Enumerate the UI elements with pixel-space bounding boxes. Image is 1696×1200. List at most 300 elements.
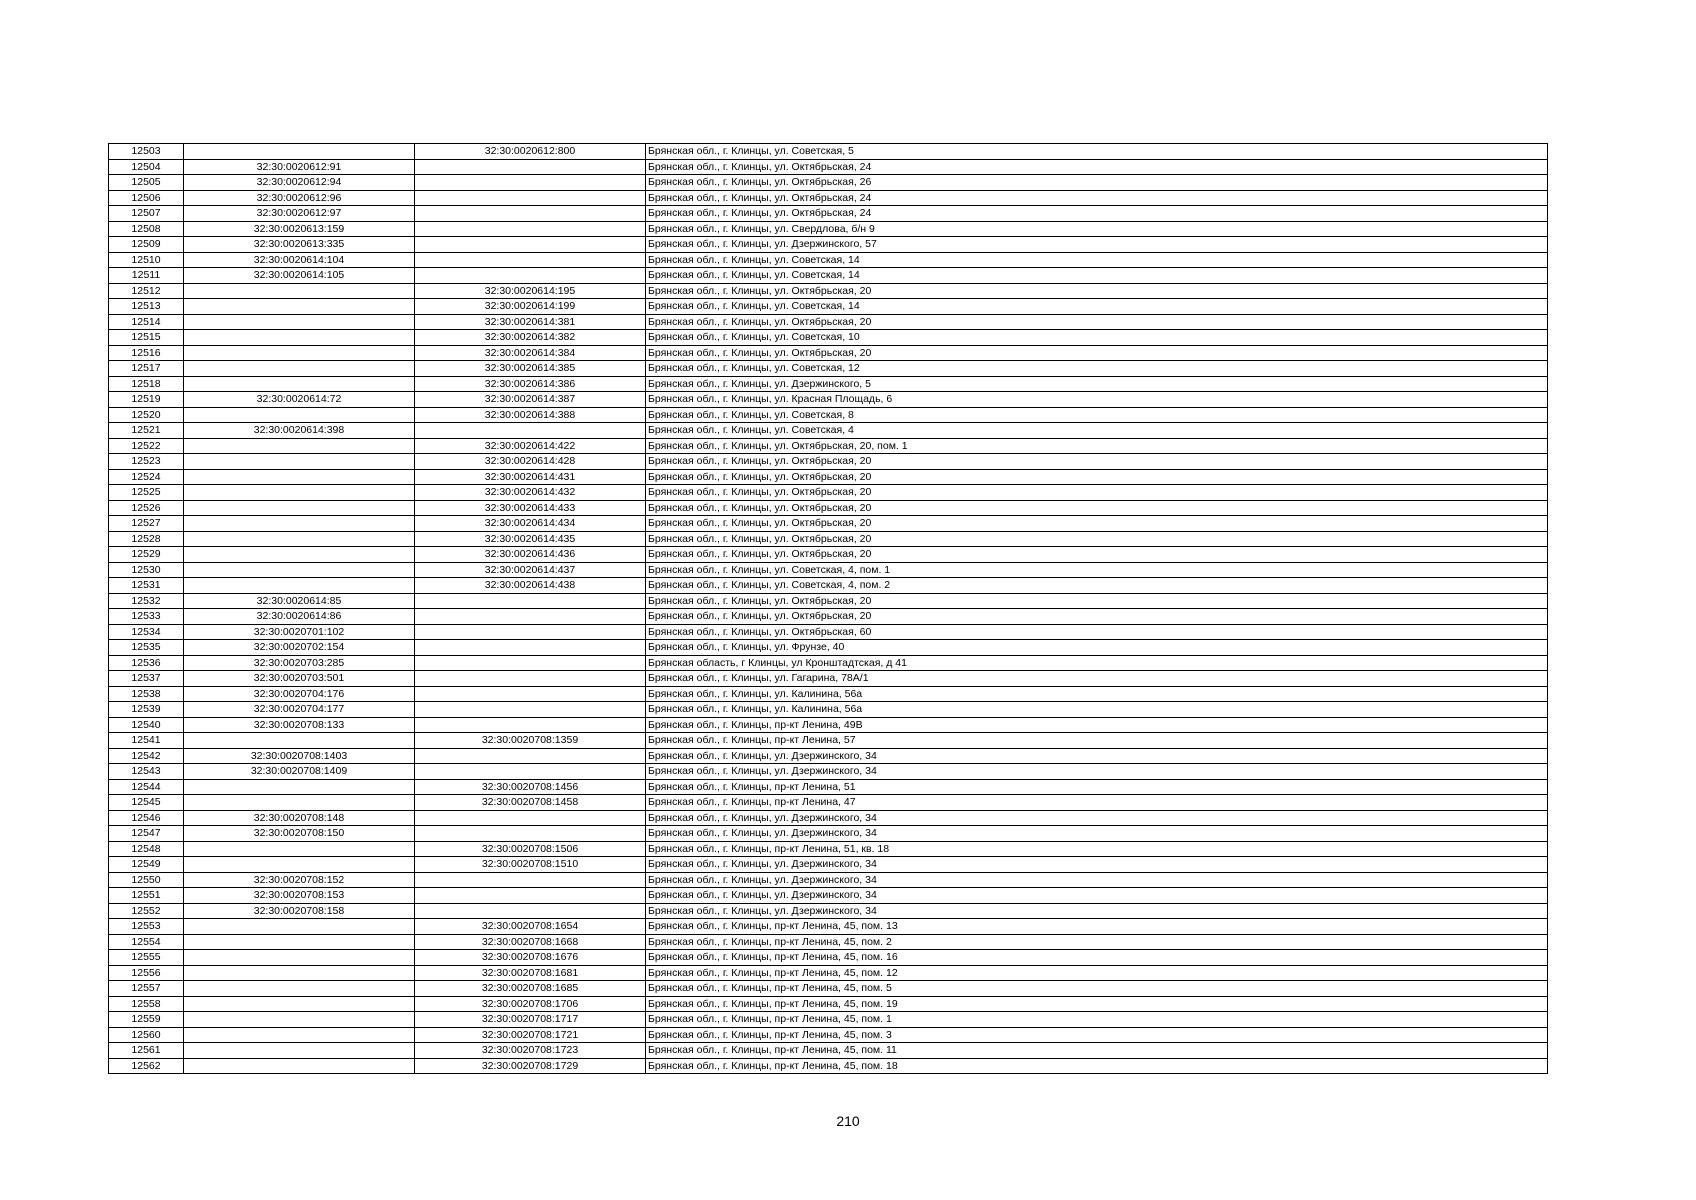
address-cell: Брянская обл., г. Клинцы, ул. Октябрьская, 20: [646, 516, 1548, 532]
table-row: [109, 376, 1548, 392]
table-row: [109, 562, 1548, 578]
table-row: [109, 717, 1548, 733]
address-cell: Брянская обл., г. Клинцы, ул. Калинина, 56а: [646, 686, 1548, 702]
row-number-cell: 12512: [109, 283, 184, 299]
cadastral-number-cell: 32:30:0020612:94: [184, 175, 415, 191]
cadastral-number-cell: [184, 1058, 415, 1074]
table-row: [109, 469, 1548, 485]
cadastral-number-cell: 32:30:0020614:72: [184, 392, 415, 408]
cadastral-table: [108, 143, 1548, 1074]
row-number-cell: 12519: [109, 392, 184, 408]
cadastral-number-alt-cell: [415, 423, 646, 439]
address-cell: Брянская обл., г. Клинцы, ул. Советская, 14: [646, 299, 1548, 315]
cadastral-number-alt-cell: 32:30:0020708:1706: [415, 996, 646, 1012]
address-cell: Брянская обл., г. Клинцы, ул. Октябрьская, 20: [646, 345, 1548, 361]
row-number-cell: 12503: [109, 144, 184, 160]
address-cell: Брянская обл., г. Клинцы, пр-кт Ленина, 45, пом. 19: [646, 996, 1548, 1012]
address-cell: Брянская обл., г. Клинцы, ул. Октябрьская, 20: [646, 283, 1548, 299]
table-row: [109, 485, 1548, 501]
address-cell: Брянская обл., г. Клинцы, ул. Октябрьская, 20: [646, 469, 1548, 485]
row-number-cell: 12541: [109, 733, 184, 749]
address-cell: Брянская обл., г. Клинцы, ул. Дзержинского, 34: [646, 764, 1548, 780]
row-number-cell: 12554: [109, 934, 184, 950]
table-row: [109, 299, 1548, 315]
cadastral-number-cell: [184, 841, 415, 857]
cadastral-number-alt-cell: [415, 221, 646, 237]
cadastral-number-alt-cell: 32:30:0020614:428: [415, 454, 646, 470]
table-row: [109, 624, 1548, 640]
address-cell: Брянская обл., г. Клинцы, ул. Советская, 10: [646, 330, 1548, 346]
cadastral-number-alt-cell: [415, 190, 646, 206]
table-row: [109, 547, 1548, 563]
table-row: [109, 640, 1548, 656]
cadastral-number-alt-cell: 32:30:0020614:386: [415, 376, 646, 392]
row-number-cell: 12514: [109, 314, 184, 330]
cadastral-number-alt-cell: 32:30:0020708:1506: [415, 841, 646, 857]
cadastral-number-alt-cell: [415, 624, 646, 640]
row-number-cell: 12510: [109, 252, 184, 268]
cadastral-number-alt-cell: [415, 640, 646, 656]
table-row: [109, 841, 1548, 857]
row-number-cell: 12532: [109, 593, 184, 609]
cadastral-number-cell: [184, 516, 415, 532]
row-number-cell: 12547: [109, 826, 184, 842]
address-cell: Брянская обл., г. Клинцы, ул. Советская, 5: [646, 144, 1548, 160]
row-number-cell: 12551: [109, 888, 184, 904]
row-number-cell: 12536: [109, 655, 184, 671]
table-row: [109, 237, 1548, 253]
cadastral-number-alt-cell: 32:30:0020614:434: [415, 516, 646, 532]
address-cell: Брянская обл., г. Клинцы, ул. Октябрьская, 20: [646, 593, 1548, 609]
table-row: [109, 872, 1548, 888]
address-cell: Брянская обл., г. Клинцы, ул. Дзержинского, 34: [646, 810, 1548, 826]
address-cell: Брянская обл., г. Клинцы, ул. Дзержинского, 5: [646, 376, 1548, 392]
cadastral-number-alt-cell: [415, 655, 646, 671]
row-number-cell: 12548: [109, 841, 184, 857]
table-row: [109, 764, 1548, 780]
address-cell: Брянская обл., г. Клинцы, ул. Октябрьская, 24: [646, 190, 1548, 206]
cadastral-number-alt-cell: 32:30:0020614:435: [415, 531, 646, 547]
cadastral-number-alt-cell: 32:30:0020614:199: [415, 299, 646, 315]
row-number-cell: 12522: [109, 438, 184, 454]
address-cell: Брянская обл., г. Клинцы, пр-кт Ленина, 57: [646, 733, 1548, 749]
cadastral-number-alt-cell: 32:30:0020614:432: [415, 485, 646, 501]
row-number-cell: 12539: [109, 702, 184, 718]
cadastral-number-cell: 32:30:0020614:105: [184, 268, 415, 284]
cadastral-number-cell: 32:30:0020708:158: [184, 903, 415, 919]
table-row: [109, 903, 1548, 919]
address-cell: Брянская область, г Клинцы, ул Кронштадтская, д 41: [646, 655, 1548, 671]
row-number-cell: 12513: [109, 299, 184, 315]
cadastral-number-cell: [184, 1027, 415, 1043]
table-row: [109, 454, 1548, 470]
row-number-cell: 12505: [109, 175, 184, 191]
row-number-cell: 12537: [109, 671, 184, 687]
row-number-cell: 12556: [109, 965, 184, 981]
table-row: [109, 392, 1548, 408]
table-row: [109, 671, 1548, 687]
cadastral-number-alt-cell: 32:30:0020708:1721: [415, 1027, 646, 1043]
row-number-cell: 12525: [109, 485, 184, 501]
address-cell: Брянская обл., г. Клинцы, ул. Советская, 4, пом. 2: [646, 578, 1548, 594]
cadastral-number-alt-cell: 32:30:0020708:1456: [415, 779, 646, 795]
row-number-cell: 12504: [109, 159, 184, 175]
cadastral-number-cell: [184, 857, 415, 873]
address-cell: Брянская обл., г. Клинцы, ул. Октябрьская, 24: [646, 206, 1548, 222]
address-cell: Брянская обл., г. Клинцы, ул. Советская, 8: [646, 407, 1548, 423]
row-number-cell: 12558: [109, 996, 184, 1012]
row-number-cell: 12546: [109, 810, 184, 826]
row-number-cell: 12544: [109, 779, 184, 795]
address-cell: Брянская обл., г. Клинцы, пр-кт Ленина, 51: [646, 779, 1548, 795]
cadastral-number-cell: [184, 485, 415, 501]
row-number-cell: 12515: [109, 330, 184, 346]
address-cell: Брянская обл., г. Клинцы, пр-кт Ленина, 45, пом. 5: [646, 981, 1548, 997]
cadastral-number-cell: [184, 469, 415, 485]
cadastral-number-alt-cell: 32:30:0020614:384: [415, 345, 646, 361]
address-cell: Брянская обл., г. Клинцы, ул. Советская, 14: [646, 268, 1548, 284]
address-cell: Брянская обл., г. Клинцы, пр-кт Ленина, 49В: [646, 717, 1548, 733]
row-number-cell: 12526: [109, 500, 184, 516]
row-number-cell: 12521: [109, 423, 184, 439]
row-number-cell: 12517: [109, 361, 184, 377]
row-number-cell: 12527: [109, 516, 184, 532]
address-cell: Брянская обл., г. Клинцы, ул. Дзержинского, 34: [646, 748, 1548, 764]
row-number-cell: 12545: [109, 795, 184, 811]
address-cell: Брянская обл., г. Клинцы, ул. Дзержинского, 57: [646, 237, 1548, 253]
row-number-cell: 12560: [109, 1027, 184, 1043]
cadastral-number-cell: 32:30:0020708:153: [184, 888, 415, 904]
address-cell: Брянская обл., г. Клинцы, пр-кт Ленина, 45, пом. 16: [646, 950, 1548, 966]
cadastral-number-alt-cell: [415, 872, 646, 888]
cadastral-number-cell: [184, 438, 415, 454]
cadastral-number-cell: [184, 779, 415, 795]
cadastral-number-cell: [184, 345, 415, 361]
row-number-cell: 12552: [109, 903, 184, 919]
cadastral-number-alt-cell: [415, 159, 646, 175]
page-number: 210: [836, 1113, 860, 1129]
table-row: [109, 314, 1548, 330]
cadastral-number-alt-cell: [415, 593, 646, 609]
cadastral-number-alt-cell: [415, 268, 646, 284]
cadastral-number-alt-cell: 32:30:0020614:436: [415, 547, 646, 563]
row-number-cell: 12528: [109, 531, 184, 547]
cadastral-number-cell: 32:30:0020702:154: [184, 640, 415, 656]
row-number-cell: 12557: [109, 981, 184, 997]
cadastral-number-cell: 32:30:0020614:86: [184, 609, 415, 625]
table-body: [109, 144, 1548, 1074]
cadastral-number-cell: 32:30:0020614:398: [184, 423, 415, 439]
cadastral-number-cell: [184, 500, 415, 516]
cadastral-number-alt-cell: 32:30:0020614:385: [415, 361, 646, 377]
cadastral-number-cell: [184, 1043, 415, 1059]
table-row: [109, 857, 1548, 873]
cadastral-number-alt-cell: [415, 826, 646, 842]
cadastral-number-alt-cell: 32:30:0020708:1654: [415, 919, 646, 935]
cadastral-number-alt-cell: 32:30:0020708:1717: [415, 1012, 646, 1028]
cadastral-number-alt-cell: 32:30:0020614:422: [415, 438, 646, 454]
row-number-cell: 12506: [109, 190, 184, 206]
address-cell: Брянская обл., г. Клинцы, пр-кт Ленина, 45, пом. 11: [646, 1043, 1548, 1059]
table-row: [109, 934, 1548, 950]
row-number-cell: 12507: [109, 206, 184, 222]
cadastral-number-cell: 32:30:0020701:102: [184, 624, 415, 640]
cadastral-number-alt-cell: [415, 206, 646, 222]
table-row: [109, 1043, 1548, 1059]
table-row: [109, 1058, 1548, 1074]
cadastral-number-alt-cell: [415, 252, 646, 268]
cadastral-number-cell: [184, 578, 415, 594]
table-row: [109, 407, 1548, 423]
row-number-cell: 12540: [109, 717, 184, 733]
row-number-cell: 12549: [109, 857, 184, 873]
table-row: [109, 702, 1548, 718]
table-row: [109, 748, 1548, 764]
row-number-cell: 12509: [109, 237, 184, 253]
address-cell: Брянская обл., г. Клинцы, пр-кт Ленина, 47: [646, 795, 1548, 811]
cadastral-number-alt-cell: [415, 717, 646, 733]
cadastral-number-cell: [184, 454, 415, 470]
row-number-cell: 12555: [109, 950, 184, 966]
address-cell: Брянская обл., г. Клинцы, пр-кт Ленина, 45, пом. 3: [646, 1027, 1548, 1043]
table-row: [109, 159, 1548, 175]
cadastral-number-cell: [184, 361, 415, 377]
address-cell: Брянская обл., г. Клинцы, ул. Октябрьская, 60: [646, 624, 1548, 640]
row-number-cell: 12561: [109, 1043, 184, 1059]
cadastral-number-cell: 32:30:0020708:1403: [184, 748, 415, 764]
cadastral-number-alt-cell: 32:30:0020614:195: [415, 283, 646, 299]
table-row: [109, 283, 1548, 299]
address-cell: Брянская обл., г. Клинцы, ул. Советская, 12: [646, 361, 1548, 377]
cadastral-number-alt-cell: [415, 810, 646, 826]
cadastral-number-cell: [184, 299, 415, 315]
cadastral-number-cell: [184, 996, 415, 1012]
table-row: [109, 950, 1548, 966]
row-number-cell: 12542: [109, 748, 184, 764]
row-number-cell: 12530: [109, 562, 184, 578]
address-cell: Брянская обл., г. Клинцы, пр-кт Ленина, 51, кв. 18: [646, 841, 1548, 857]
cadastral-number-alt-cell: [415, 903, 646, 919]
address-cell: Брянская обл., г. Клинцы, ул. Октябрьская, 20: [646, 314, 1548, 330]
cadastral-number-cell: [184, 965, 415, 981]
cadastral-number-cell: [184, 314, 415, 330]
cadastral-number-cell: 32:30:0020708:133: [184, 717, 415, 733]
cadastral-number-alt-cell: 32:30:0020614:438: [415, 578, 646, 594]
table-row: [109, 144, 1548, 160]
table-row: [109, 423, 1548, 439]
row-number-cell: 12534: [109, 624, 184, 640]
table-row: [109, 795, 1548, 811]
address-cell: Брянская обл., г. Клинцы, ул. Советская, 4: [646, 423, 1548, 439]
table-row: [109, 361, 1548, 377]
table-row: [109, 175, 1548, 191]
cadastral-number-alt-cell: 32:30:0020614:431: [415, 469, 646, 485]
cadastral-number-alt-cell: [415, 764, 646, 780]
row-number-cell: 12518: [109, 376, 184, 392]
cadastral-number-cell: [184, 376, 415, 392]
address-cell: Брянская обл., г. Клинцы, ул. Советская, 4, пом. 1: [646, 562, 1548, 578]
address-cell: Брянская обл., г. Клинцы, ул. Октябрьская, 20: [646, 485, 1548, 501]
address-cell: Брянская обл., г. Клинцы, ул. Калинина, 56а: [646, 702, 1548, 718]
row-number-cell: 12529: [109, 547, 184, 563]
table-row: [109, 190, 1548, 206]
cadastral-number-cell: 32:30:0020613:335: [184, 237, 415, 253]
table-row: [109, 996, 1548, 1012]
cadastral-number-cell: 32:30:0020614:85: [184, 593, 415, 609]
address-cell: Брянская обл., г. Клинцы, ул. Октябрьская, 20: [646, 454, 1548, 470]
table-row: [109, 826, 1548, 842]
table-row: [109, 733, 1548, 749]
table-row: [109, 888, 1548, 904]
table-row: [109, 345, 1548, 361]
address-cell: Брянская обл., г. Клинцы, пр-кт Ленина, 45, пом. 1: [646, 1012, 1548, 1028]
address-cell: Брянская обл., г. Клинцы, пр-кт Ленина, 45, пом. 18: [646, 1058, 1548, 1074]
table-row: [109, 516, 1548, 532]
address-cell: Брянская обл., г. Клинцы, ул. Советская, 14: [646, 252, 1548, 268]
cadastral-number-cell: 32:30:0020708:152: [184, 872, 415, 888]
cadastral-number-cell: 32:30:0020703:285: [184, 655, 415, 671]
table-row: [109, 686, 1548, 702]
table-row: [109, 810, 1548, 826]
table-row: [109, 268, 1548, 284]
cadastral-number-alt-cell: 32:30:0020708:1685: [415, 981, 646, 997]
address-cell: Брянская обл., г. Клинцы, пр-кт Ленина, 45, пом. 2: [646, 934, 1548, 950]
cadastral-number-cell: [184, 733, 415, 749]
cadastral-number-alt-cell: [415, 686, 646, 702]
cadastral-number-alt-cell: 32:30:0020708:1729: [415, 1058, 646, 1074]
address-cell: Брянская обл., г. Клинцы, ул. Красная Площадь, 6: [646, 392, 1548, 408]
table-row: [109, 531, 1548, 547]
table-row: [109, 438, 1548, 454]
row-number-cell: 12550: [109, 872, 184, 888]
table-row: [109, 593, 1548, 609]
table-row: [109, 252, 1548, 268]
cadastral-number-cell: [184, 919, 415, 935]
address-cell: Брянская обл., г. Клинцы, ул. Гагарина, 78А/1: [646, 671, 1548, 687]
cadastral-number-cell: 32:30:0020613:159: [184, 221, 415, 237]
address-cell: Брянская обл., г. Клинцы, ул. Октябрьская, 26: [646, 175, 1548, 191]
cadastral-number-cell: 32:30:0020708:148: [184, 810, 415, 826]
table-row: [109, 919, 1548, 935]
row-number-cell: 12520: [109, 407, 184, 423]
cadastral-number-alt-cell: [415, 671, 646, 687]
address-cell: Брянская обл., г. Клинцы, ул. Октябрьская, 20: [646, 609, 1548, 625]
table-row: [109, 655, 1548, 671]
table-row: [109, 965, 1548, 981]
cadastral-number-alt-cell: 32:30:0020708:1458: [415, 795, 646, 811]
table-row: [109, 500, 1548, 516]
row-number-cell: 12535: [109, 640, 184, 656]
cadastral-number-cell: 32:30:0020708:1409: [184, 764, 415, 780]
cadastral-number-alt-cell: 32:30:0020708:1510: [415, 857, 646, 873]
cadastral-number-cell: [184, 283, 415, 299]
row-number-cell: 12543: [109, 764, 184, 780]
cadastral-number-alt-cell: 32:30:0020614:382: [415, 330, 646, 346]
cadastral-number-alt-cell: [415, 702, 646, 718]
cadastral-number-alt-cell: 32:30:0020708:1681: [415, 965, 646, 981]
row-number-cell: 12553: [109, 919, 184, 935]
cadastral-number-cell: 32:30:0020708:150: [184, 826, 415, 842]
cadastral-number-cell: [184, 330, 415, 346]
cadastral-number-alt-cell: 32:30:0020614:437: [415, 562, 646, 578]
cadastral-number-cell: 32:30:0020614:104: [184, 252, 415, 268]
row-number-cell: 12559: [109, 1012, 184, 1028]
address-cell: Брянская обл., г. Клинцы, пр-кт Ленина, 45, пом. 13: [646, 919, 1548, 935]
cadastral-number-alt-cell: 32:30:0020612:800: [415, 144, 646, 160]
cadastral-number-alt-cell: [415, 175, 646, 191]
row-number-cell: 12524: [109, 469, 184, 485]
cadastral-number-cell: [184, 950, 415, 966]
cadastral-number-alt-cell: [415, 237, 646, 253]
cadastral-number-alt-cell: 32:30:0020708:1359: [415, 733, 646, 749]
cadastral-number-cell: [184, 795, 415, 811]
address-cell: Брянская обл., г. Клинцы, ул. Фрунзе, 40: [646, 640, 1548, 656]
table-row: [109, 609, 1548, 625]
cadastral-number-cell: 32:30:0020703:501: [184, 671, 415, 687]
cadastral-number-cell: 32:30:0020704:176: [184, 686, 415, 702]
table-row: [109, 779, 1548, 795]
address-cell: Брянская обл., г. Клинцы, ул. Дзержинского, 34: [646, 903, 1548, 919]
address-cell: Брянская обл., г. Клинцы, ул. Свердлова, б/н 9: [646, 221, 1548, 237]
cadastral-number-cell: [184, 1012, 415, 1028]
table-row: [109, 221, 1548, 237]
cadastral-number-cell: [184, 934, 415, 950]
address-cell: Брянская обл., г. Клинцы, ул. Дзержинского, 34: [646, 826, 1548, 842]
row-number-cell: 12511: [109, 268, 184, 284]
address-cell: Брянская обл., г. Клинцы, ул. Октябрьская, 20, пом. 1: [646, 438, 1548, 454]
address-cell: Брянская обл., г. Клинцы, ул. Октябрьская, 20: [646, 500, 1548, 516]
row-number-cell: 12523: [109, 454, 184, 470]
table-row: [109, 1012, 1548, 1028]
cadastral-number-alt-cell: 32:30:0020614:387: [415, 392, 646, 408]
row-number-cell: 12562: [109, 1058, 184, 1074]
cadastral-number-alt-cell: [415, 609, 646, 625]
cadastral-number-cell: [184, 562, 415, 578]
cadastral-number-cell: [184, 547, 415, 563]
table-row: [109, 330, 1548, 346]
row-number-cell: 12531: [109, 578, 184, 594]
cadastral-number-alt-cell: 32:30:0020614:381: [415, 314, 646, 330]
address-cell: Брянская обл., г. Клинцы, ул. Дзержинского, 34: [646, 888, 1548, 904]
table-row: [109, 981, 1548, 997]
cadastral-number-cell: 32:30:0020704:177: [184, 702, 415, 718]
cadastral-number-alt-cell: 32:30:0020614:433: [415, 500, 646, 516]
table-row: [109, 1027, 1548, 1043]
address-cell: Брянская обл., г. Клинцы, ул. Октябрьская, 20: [646, 531, 1548, 547]
cadastral-number-alt-cell: 32:30:0020614:388: [415, 407, 646, 423]
row-number-cell: 12533: [109, 609, 184, 625]
cadastral-number-alt-cell: [415, 748, 646, 764]
row-number-cell: 12516: [109, 345, 184, 361]
cadastral-number-cell: [184, 981, 415, 997]
address-cell: Брянская обл., г. Клинцы, ул. Октябрьская, 20: [646, 547, 1548, 563]
row-number-cell: 12538: [109, 686, 184, 702]
row-number-cell: 12508: [109, 221, 184, 237]
cadastral-number-cell: 32:30:0020612:97: [184, 206, 415, 222]
cadastral-number-cell: [184, 531, 415, 547]
cadastral-number-alt-cell: [415, 888, 646, 904]
cadastral-number-cell: 32:30:0020612:96: [184, 190, 415, 206]
address-cell: Брянская обл., г. Клинцы, ул. Октябрьская, 24: [646, 159, 1548, 175]
cadastral-number-cell: 32:30:0020612:91: [184, 159, 415, 175]
table-row: [109, 578, 1548, 594]
cadastral-number-alt-cell: 32:30:0020708:1676: [415, 950, 646, 966]
cadastral-number-cell: [184, 144, 415, 160]
address-cell: Брянская обл., г. Клинцы, пр-кт Ленина, 45, пом. 12: [646, 965, 1548, 981]
address-cell: Брянская обл., г. Клинцы, ул. Дзержинского, 34: [646, 872, 1548, 888]
cadastral-number-alt-cell: 32:30:0020708:1723: [415, 1043, 646, 1059]
address-cell: Брянская обл., г. Клинцы, ул. Дзержинского, 34: [646, 857, 1548, 873]
